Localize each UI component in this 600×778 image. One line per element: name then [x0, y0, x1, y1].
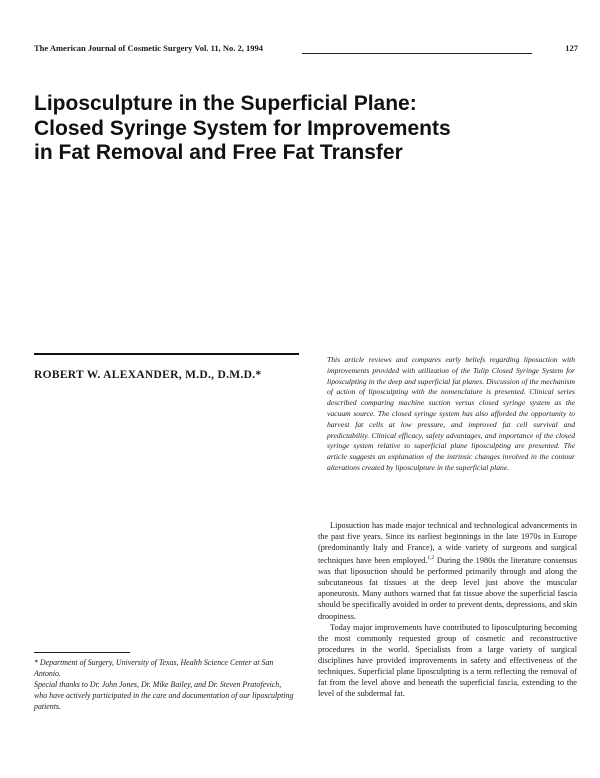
- header-rule: [302, 53, 532, 54]
- footnote-rule: [34, 652, 130, 653]
- running-header: [34, 43, 578, 57]
- abstract: This article reviews and compares early beliefs regarding liposuction with improvements provided with utilization of the Tulip Closed Syringe System for liposculpting in the deep and superficial fat planes. Discussion of the mechanism of action of liposculpting with the nomenclature is presented. Clinical series described comparing machine suction versus closed syringe system as the vacuum source. The closed syringe system has also afforded the opportunity to harvest fat cells at low pressure, and improved fat cell survival and predictability. Clinical efficacy, safety advantages, and importance of the closed syringe system relative to superficial plane liposculpting are presented. The article suggests an explanation of the intrinsic changes involved in the contour alterations created by liposculpture in the superficial plane.: [327, 355, 575, 472]
- author-name: ROBERT W. ALEXANDER, M.D., D.M.D.*: [34, 369, 262, 381]
- title-line-1: Liposculpture in the Superficial Plane:: [34, 92, 417, 115]
- page-number: 127: [565, 43, 578, 53]
- footnote-affiliation: * Department of Surgery, University of Texas, Health Science Center at San Antonio.: [34, 658, 274, 678]
- body-p1-text-b: During the 1980s the literature consensus was that liposuction should be performed primarily through and along the subcutaneous fat tissues at the deep level just above the muscular aponeurosis. Many authors warned that fat tissue above the superficial fascia should be specifically avoided in order to prevent dents, depressions, and skin droopiness.: [318, 556, 577, 621]
- reference-superscript: 1,2: [427, 555, 435, 562]
- title-line-2: Closed Syringe System for Improvements: [34, 116, 451, 140]
- author-rule: [34, 353, 299, 355]
- title-line-3: in Fat Removal and Free Fat Transfer: [34, 141, 403, 164]
- body-paragraph-1: [318, 520, 577, 622]
- journal-citation: The American Journal of Cosmetic Surgery Vol. 11, No. 2, 1994: [34, 43, 264, 53]
- article-title: [34, 92, 554, 166]
- footnote-thanks: Special thanks to Dr. John Jones, Dr. Mike Bailey, and Dr. Steven Pratofevich, who have actively participated in the care and documentation of our liposculpting patients.: [34, 680, 294, 711]
- body-p1-text-a: Liposuction has made major technical and technological advancements in the past five years. Since its earliest beginnings in the late 1970s in Europe (predominantly Italy and France), a wide variety of surgeons and surgical techniques have been employed.: [318, 521, 577, 566]
- body-paragraph-2: Today major improvements have contributed to liposculpturing becoming the most commonly requested group of cosmetic and reconstructive procedures in the world. Specialists from a large variety of surgical disciplines have provided improvements in safety and effectiveness of the techniques. Superficial plane liposculpting is a term reflecting the removal of fat from the level above and beneath the superficial fascia, extending to the level of the subdermal fat.: [318, 622, 577, 699]
- footnotes: [34, 657, 296, 712]
- article-body: [318, 520, 577, 699]
